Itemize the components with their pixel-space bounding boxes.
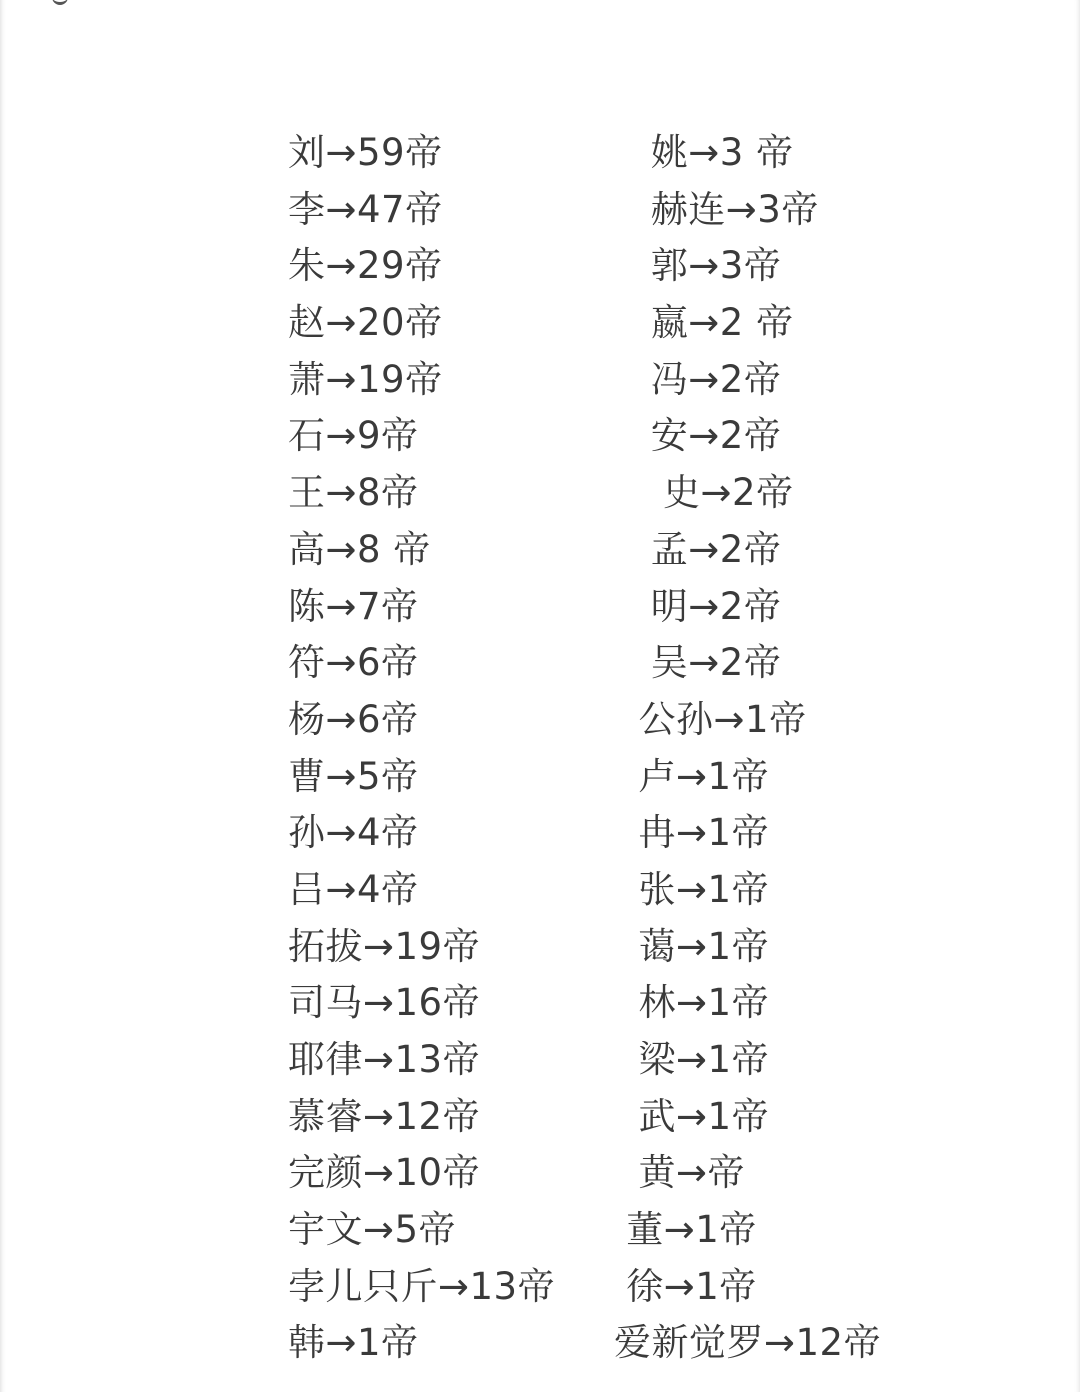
list-item: 李→47帝 (288, 187, 443, 231)
list-item: 拓拔→19帝 (288, 924, 481, 968)
list-item: 吴→2帝 (614, 641, 782, 685)
list-item: 孟→2帝 (614, 527, 782, 571)
list-item: 耶律→13帝 (288, 1038, 481, 1081)
list-item: 孙→4帝 (288, 811, 419, 855)
left-column (288, 125, 555, 1372)
list-item: 安→2帝 (614, 414, 782, 458)
list-item: 赫连→3帝 (614, 187, 819, 231)
list-item: 孛儿只斤→13帝 (288, 1264, 556, 1308)
list-item: 卢→1帝 (614, 754, 770, 798)
list-item: 董→1帝 (614, 1208, 757, 1252)
right-column (614, 125, 881, 1372)
list-item: 嬴→2 帝 (614, 301, 794, 345)
list-item: 郭→3帝 (614, 244, 782, 288)
list-item: 林→1帝 (614, 981, 770, 1025)
list-item: 杨→6帝 (288, 697, 419, 741)
list-item: 公孙→1帝 (614, 697, 807, 741)
list-item: 梁→1帝 (614, 1038, 770, 1081)
list-item: 司马→16帝 (288, 981, 481, 1025)
list-item: 张→1帝 (614, 867, 770, 911)
list-item: 赵→20帝 (288, 301, 443, 345)
list-item: 宇文→5帝 (288, 1208, 457, 1252)
list-item: 石→9帝 (288, 414, 419, 458)
list-item: 陈→7帝 (288, 584, 419, 628)
list-item: 刘→59帝 (288, 131, 443, 174)
list-item: 王→8帝 (288, 471, 419, 515)
list-item: 韩→1帝 (288, 1321, 419, 1365)
list-item: 完颜→10帝 (288, 1151, 481, 1195)
list-item: 高→8 帝 (288, 527, 431, 571)
list-item: 蔼→1帝 (614, 924, 770, 968)
list-item: 史→2帝 (614, 471, 794, 515)
list-item: 慕睿→12帝 (288, 1094, 481, 1138)
corner-mark (52, 0, 68, 5)
list-item: 曹→5帝 (288, 754, 419, 798)
list-item: 姚→3 帝 (614, 131, 794, 174)
list-item: 朱→29帝 (288, 244, 443, 288)
list-item: 萧→19帝 (288, 357, 443, 401)
list-item: 明→2帝 (614, 584, 782, 628)
list-item: 武→1帝 (614, 1094, 770, 1138)
list-item: 吕→4帝 (288, 867, 419, 911)
list-item: 冉→1帝 (614, 811, 770, 855)
list-item: 符→6帝 (288, 641, 419, 685)
list-item: 冯→2帝 (614, 357, 782, 401)
list-item: 黄→帝 (614, 1151, 746, 1195)
list-item: 爱新觉罗→12帝 (614, 1321, 882, 1365)
list-item: 徐→1帝 (614, 1264, 757, 1308)
